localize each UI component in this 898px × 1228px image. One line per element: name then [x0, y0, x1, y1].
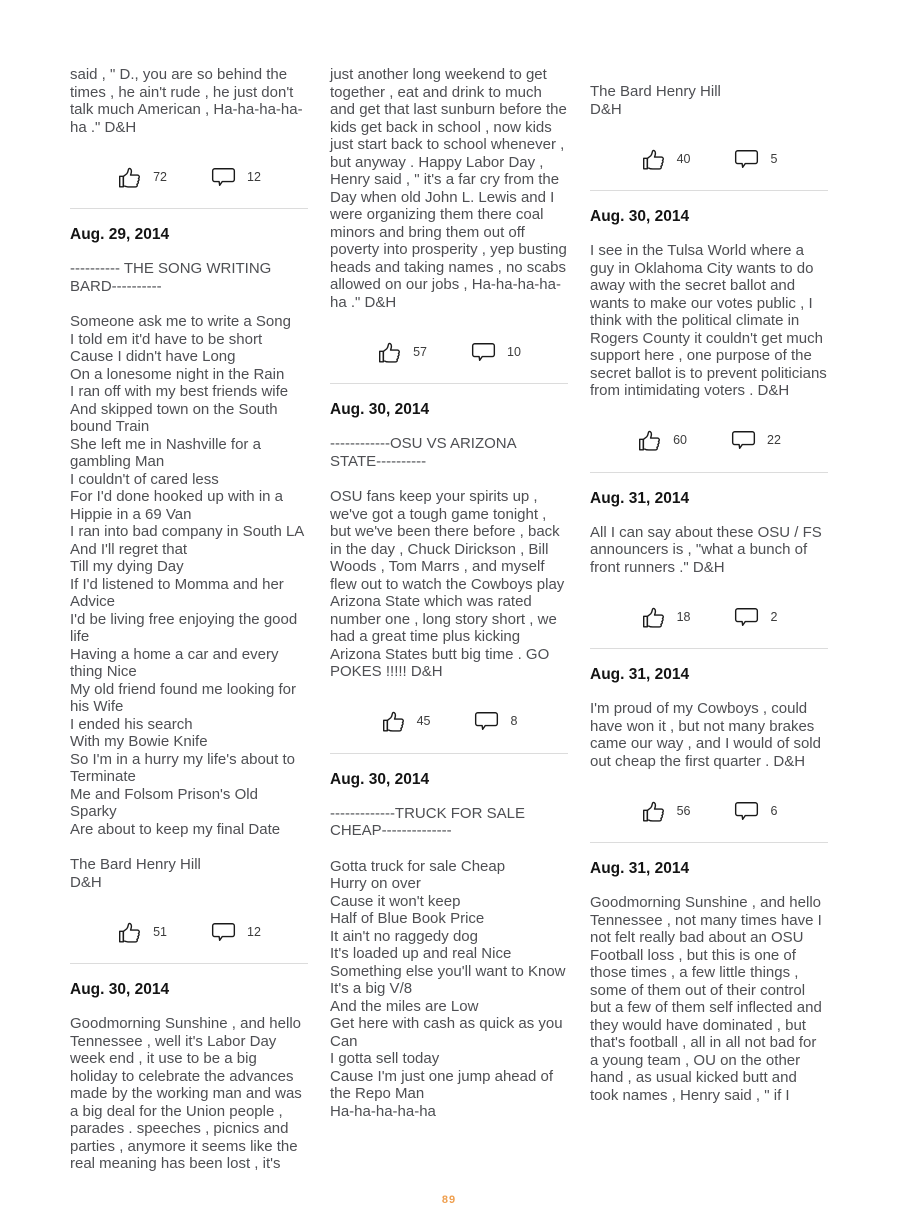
post-text: ---------- THE SONG WRITING BARD----------: [70, 260, 272, 295]
text-line: D&H: [590, 100, 622, 118]
column-2: [330, 66, 568, 1173]
text-line: Cause I'm just one jump ahead of the Repo Man: [330, 1067, 553, 1102]
text-line: Ha-ha-ha-ha-ha: [330, 1102, 436, 1120]
post-date: Aug. 31, 2014: [590, 860, 690, 877]
comment-count: 22: [767, 433, 781, 448]
comment-count: 10: [507, 344, 521, 359]
text-line: The Bard Henry Hill: [590, 83, 721, 100]
section-divider: [590, 648, 828, 649]
like-count: 51: [153, 924, 167, 939]
comment-count: 12: [247, 924, 261, 939]
text-line: She left me in Nashville for a gambling Man: [70, 435, 261, 470]
page-number: 89: [441, 1194, 457, 1206]
text-line: I ended his search: [70, 715, 193, 733]
comment-bubble-icon: [211, 167, 236, 188]
reactions-row: [70, 918, 308, 946]
post-date: Aug. 30, 2014: [590, 208, 690, 225]
text-line: Someone ask me to write a Song: [70, 313, 291, 330]
comment-count: 12: [247, 169, 261, 184]
post-text: OSU fans keep your spirits up , we've got a tough game tonight , but we've been there before , back in the day , Chuck Dirickson , Bill Woods , Tom Marrs , and myself flew out to watch the Cowboys play Arizona State which was rated number one , long story short , we had a great time plus kicking Arizona States butt big time . GO POKES !!!!! D&H: [330, 488, 565, 680]
text-line: It's a big V/8: [330, 980, 413, 997]
column-1: [70, 66, 308, 1173]
like-count: 57: [413, 344, 427, 359]
post-date: Aug. 30, 2014: [70, 981, 170, 998]
post-text: Goodmorning Sunshine , and hello Tennessee , not many times have I not felt really bad about an OSU Football loss , but this is one of those times , a few little things , some of them out of their control but a few of them self inflected and they would have dominated , but that's football , all in all not bad for a young team , OU on the other hand , as usual kicked butt and took names , Henry said , " if I: [590, 894, 822, 1104]
text-line: The Bard Henry Hill: [70, 856, 201, 873]
post-date: Aug. 31, 2014: [590, 666, 690, 683]
text-line: It's loaded up and real Nice: [330, 945, 512, 962]
post-text: I see in the Tulsa World where a guy in Oklahoma City wants to do away with the secret ballot and wants to make our votes public , I think with the political climate in Rogers County it couldn't get much support here , one purpose of the secret ballot is to prevent politicians from intimidating voters . D&H: [590, 242, 827, 399]
text-line: I gotta sell today: [330, 1050, 440, 1067]
text-line: D&H: [70, 873, 102, 891]
post-date: Aug. 30, 2014: [330, 401, 430, 418]
reactions-row: [330, 338, 568, 366]
thumbs-up-icon: [117, 920, 142, 945]
thumbs-up-icon: [641, 799, 666, 824]
text-line: Hurry on over: [330, 875, 421, 892]
like-count: 45: [416, 714, 431, 729]
thumbs-up-icon: [117, 165, 142, 190]
column-3: [590, 66, 828, 1173]
section-divider: [590, 190, 828, 191]
text-line: Cause I didn't have Long: [70, 348, 236, 365]
post-date: Aug. 29, 2014: [70, 226, 170, 243]
comment-bubble-icon: [731, 430, 756, 451]
text-line: Something else you'll want to Know: [330, 962, 566, 980]
section-divider: [70, 963, 308, 964]
post-lines: [590, 83, 828, 118]
text-line: So I'm in a hurry my life's about to Terminate: [70, 750, 295, 785]
text-line: Get here with cash as quick as you Can: [330, 1015, 563, 1050]
text-line: On a lonesome night in the Rain: [70, 365, 285, 383]
thumbs-up-icon: [377, 340, 402, 365]
text-line: Cause it won't keep: [330, 892, 461, 910]
text-line: It ain't no raggedy dog: [330, 927, 478, 945]
post-lines: [330, 858, 568, 1121]
like-count: 40: [676, 151, 691, 166]
text-line: Me and Folsom Prison's Old Sparky: [70, 785, 258, 820]
comment-count: 5: [770, 151, 778, 166]
text-line: Are about to keep my final Date: [70, 820, 281, 838]
section-divider: [330, 753, 568, 754]
post-lines: [70, 856, 308, 891]
comment-count: 8: [510, 714, 518, 729]
comment-bubble-icon: [474, 711, 499, 732]
post-lines: [70, 313, 308, 838]
thumbs-up-icon: [641, 147, 666, 172]
like-count: 60: [673, 433, 687, 448]
text-line: I couldn't of cared less: [70, 470, 219, 488]
text-line: My old friend found me looking for his Wife: [70, 680, 296, 715]
post-text: said , " D., you are so behind the times , he ain't rude , he just don't talk much American , Ha-ha-ha-ha-ha ." D&H: [70, 66, 303, 136]
post-text: I'm proud of my Cowboys , could have won it , but not many brakes came our way , and I would of sold out cheap the first quarter . D&H: [590, 700, 821, 770]
post-text: -------------TRUCK FOR SALE CHEAP--------------: [330, 804, 525, 839]
text-line: Gotta truck for sale Cheap: [330, 857, 506, 875]
comment-bubble-icon: [734, 149, 759, 170]
reactions-row: [590, 797, 828, 825]
thumbs-up-icon: [641, 605, 666, 630]
comment-bubble-icon: [471, 342, 496, 363]
reactions-row: [330, 708, 568, 736]
comment-bubble-icon: [211, 922, 236, 943]
text-line: Having a home a car and every thing Nice: [70, 645, 279, 680]
text-line: Till my dying Day: [70, 558, 184, 575]
text-line: If I'd listened to Momma and her Advice: [70, 575, 284, 610]
post-text: ------------OSU VS ARIZONA STATE----------: [330, 435, 516, 470]
section-divider: [590, 472, 828, 473]
section-divider: [590, 842, 828, 843]
text-line: And skipped town on the South bound Train: [70, 400, 278, 435]
reactions-row: [590, 145, 828, 173]
text-line: I told em it'd have to be short: [70, 330, 263, 348]
text-line: Half of Blue Book Price: [330, 910, 485, 927]
section-divider: [70, 208, 308, 209]
reactions-row: [70, 163, 308, 191]
text-line: I ran off with my best friends wife: [70, 383, 289, 400]
post-text: just another long weekend to get together , eat and drink to much and get that last sunburn before the kids get back in school , now kids just start back to school whenever , but anyway . Happy Labor Day , Henry said , " it's a far cry from the Day when old John L. Lewis and I were organizing them there coal minors and bring them out off poverty into prosperity , yep busting heads and taking names , no scabs allowed on our jobs , Ha-ha-ha-ha-ha ." D&H: [330, 66, 567, 311]
thumbs-up-icon: [381, 709, 406, 734]
like-count: 56: [676, 803, 691, 818]
comment-count: 2: [770, 609, 778, 624]
comment-count: 6: [770, 803, 778, 818]
text-line: And I'll regret that: [70, 540, 188, 558]
like-count: 72: [153, 169, 167, 184]
post-date: Aug. 30, 2014: [330, 770, 430, 788]
text-line: And the miles are Low: [330, 997, 479, 1015]
post-date: Aug. 31, 2014: [590, 489, 690, 507]
comment-bubble-icon: [734, 607, 759, 628]
comment-bubble-icon: [734, 801, 759, 822]
text-line: With my Bowie Knife: [70, 733, 208, 750]
reactions-row: [590, 603, 828, 631]
post-text: Goodmorning Sunshine , and hello Tennessee , well it's Labor Day week end , it use to be a big holiday to celebrate the advances made by the working man and was a big deal for the Union people , parades . speeches , picnics and parties , anymore it seems like the real meaning has been lost , it's: [70, 1015, 302, 1172]
like-count: 18: [676, 609, 691, 624]
post-text: All I can say about these OSU / FS announcers is , "what a bunch of front runners ." D&H: [590, 523, 822, 576]
thumbs-up-icon: [637, 428, 662, 453]
text-line: For I'd done hooked up with in a Hippie in a 69 Van: [70, 488, 284, 523]
section-divider: [330, 383, 568, 384]
text-line: I ran into bad company in South LA: [70, 523, 305, 540]
text-line: I'd be living free enjoying the good life: [70, 610, 298, 645]
reactions-row: [590, 427, 828, 455]
